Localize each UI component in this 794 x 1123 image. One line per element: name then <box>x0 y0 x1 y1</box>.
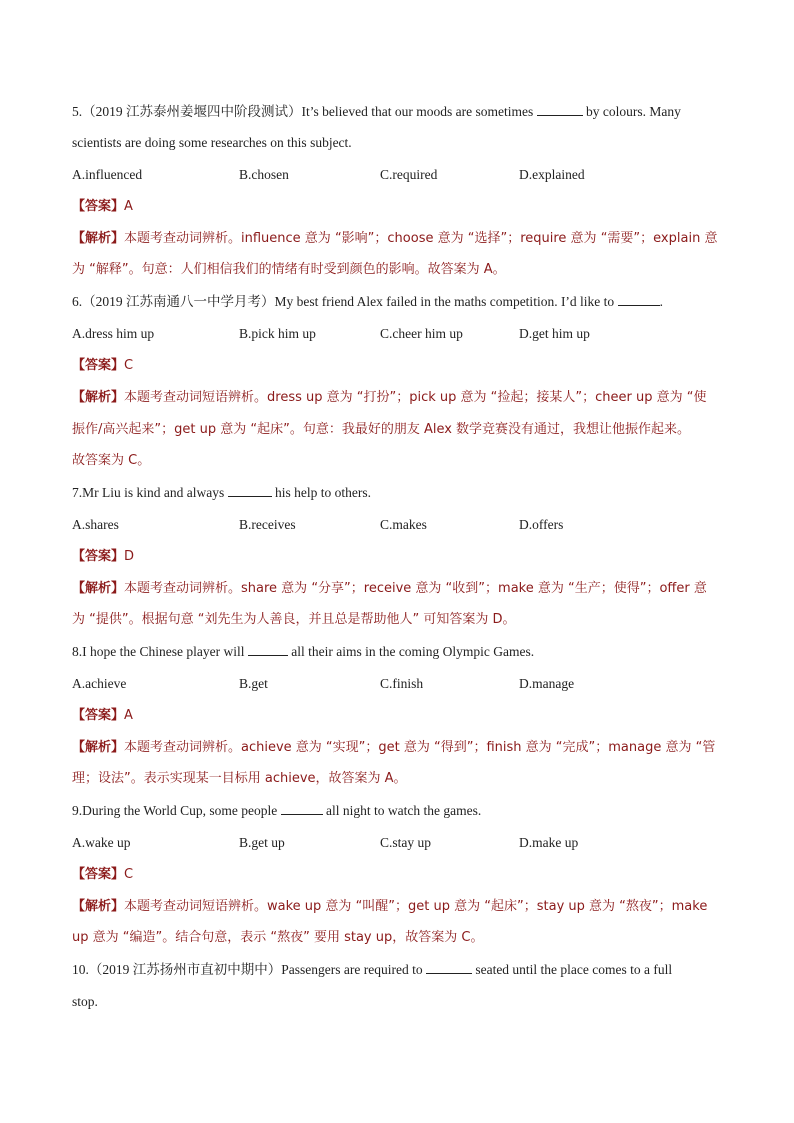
question-5-options <box>72 166 732 184</box>
option-b: B.receives <box>239 517 296 532</box>
stem-text: his help to others. <box>271 485 371 500</box>
option-d: D.get him up <box>519 326 590 341</box>
question-10-stem-cont: stop. <box>72 994 98 1009</box>
option-c: C.makes <box>380 517 427 532</box>
option-a: A.shares <box>72 517 119 532</box>
option-b: B.get <box>239 676 268 691</box>
question-6-explanation-line: 故答案为 C。 <box>72 453 151 468</box>
option-c: C.stay up <box>380 835 432 850</box>
question-7-stem <box>72 484 732 502</box>
stem-text: 6.（2019 江苏南通八一中学月考）My best friend Alex failed in the maths competition. I’d like to <box>72 294 618 309</box>
option-d: D.make up <box>519 835 579 850</box>
question-5-explanation-line: 【解析】本题考查动词辨析。influence 意为 “影响”；choose 意为 “选择”；require 意为 “需要”；explain 意 <box>72 231 718 246</box>
question-8-explanation-line: 【解析】本题考查动词辨析。achieve 意为 “实现”；get 意为 “得到”；finish 意为 “完成”；manage 意为 “管 <box>72 740 716 755</box>
question-9-options <box>72 834 732 852</box>
option-c: C.finish <box>380 676 424 691</box>
question-9-stem <box>72 802 732 820</box>
stem-text: 10.（2019 江苏扬州市直初中期中）Passengers are required to <box>72 962 426 977</box>
stem-text: seated until the place comes to a full <box>471 962 673 977</box>
option-c: C.required <box>380 167 438 182</box>
option-a: A.influenced <box>72 167 143 182</box>
option-d: D.explained <box>519 167 585 182</box>
stem-text: 7.Mr Liu is kind and always <box>72 485 228 500</box>
question-8-stem <box>72 643 732 661</box>
stem-text: all night to watch the games. <box>322 803 482 818</box>
answer-blank <box>228 484 272 497</box>
option-a: A.achieve <box>72 676 127 691</box>
option-b: B.chosen <box>239 167 289 182</box>
question-8-explanation-line: 理；设法”。表示实现某一目标用 achieve，故答案为 A。 <box>72 771 407 786</box>
question-7-options <box>72 516 732 534</box>
question-5-stem <box>72 103 732 121</box>
option-b: B.pick him up <box>239 326 316 341</box>
option-d: D.offers <box>519 517 564 532</box>
question-9-explanation-line: up 意为 “编造”。结合句意，表示 “熬夜” 要用 stay up，故答案为 C。 <box>72 930 484 945</box>
question-5-stem-cont: scientists are doing some researches on this subject. <box>72 135 352 150</box>
question-7-explanation-line: 【解析】本题考查动词辨析。share 意为 “分享”；receive 意为 “收到”；make 意为 “生产；使得”；offer 意 <box>72 581 707 596</box>
stem-text: 8.I hope the Chinese player will <box>72 644 248 659</box>
question-6-stem <box>72 293 732 311</box>
option-a: A.dress him up <box>72 326 155 341</box>
stem-text: 5.（2019 江苏泰州姜堰四中阶段测试）It’s believed that our moods are sometimes <box>72 104 537 119</box>
option-c: C.cheer him up <box>380 326 463 341</box>
stem-text: all their aims in the coming Olympic Games. <box>287 644 535 659</box>
question-6-explanation-line: 振作/高兴起来”；get up 意为 “起床”。句意：我最好的朋友 Alex 数学竞赛没有通过，我想让他振作起来。 <box>72 422 691 437</box>
stem-text: . <box>659 294 663 309</box>
option-b: B.get up <box>239 835 285 850</box>
question-6-explanation-line: 【解析】本题考查动词短语辨析。dress up 意为 “打扮”；pick up 意为 “捡起；接某人”；cheer up 意为 “使 <box>72 390 707 405</box>
question-8-options <box>72 675 732 693</box>
option-a: A.wake up <box>72 835 131 850</box>
question-5-answer: 【答案】A <box>72 199 133 214</box>
question-9-answer: 【答案】C <box>72 867 134 882</box>
answer-blank <box>618 293 660 306</box>
option-d: D.manage <box>519 676 575 691</box>
question-10-stem <box>72 961 732 979</box>
stem-text: by colours. Many <box>582 104 681 119</box>
answer-blank <box>537 103 583 116</box>
answer-blank <box>248 643 288 656</box>
answer-blank <box>281 802 323 815</box>
question-7-explanation-line: 为 “提供”。根据句意 “刘先生为人善良，并且总是帮助他人” 可知答案为 D。 <box>72 612 516 627</box>
question-7-answer: 【答案】D <box>72 549 135 564</box>
question-6-answer: 【答案】C <box>72 358 134 373</box>
question-6-options <box>72 325 732 343</box>
question-8-answer: 【答案】A <box>72 708 133 723</box>
stem-text: 9.During the World Cup, some people <box>72 803 281 818</box>
question-9-explanation-line: 【解析】本题考查动词短语辨析。wake up 意为 “叫醒”；get up 意为 “起床”；stay up 意为 “熬夜”；make <box>72 899 708 914</box>
question-5-explanation-line: 为 “解释”。句意：人们相信我们的情绪有时受到颜色的影响。故答案为 A。 <box>72 262 506 277</box>
answer-blank <box>426 961 472 974</box>
